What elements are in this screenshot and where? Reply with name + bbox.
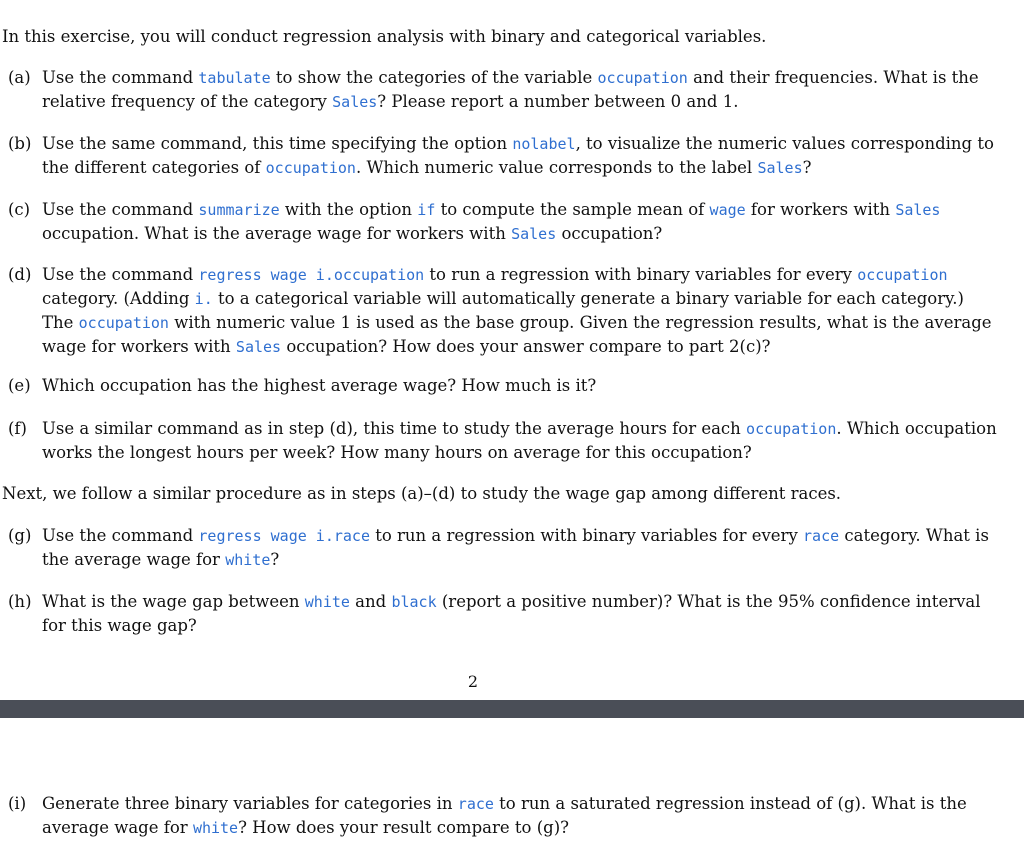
text-run: Use the command	[42, 526, 199, 545]
item-label: (b)	[8, 134, 32, 153]
exercise-item-b	[8, 132, 1000, 180]
exercise-item-c	[8, 198, 1000, 246]
text-run: ? Please report a number between 0 and 1.	[377, 92, 739, 111]
text-run: Use the command	[42, 265, 199, 284]
item-label: (h)	[8, 592, 32, 611]
item-text	[42, 198, 1000, 246]
code-term: race	[803, 527, 840, 545]
text-run: with numeric value 1 is used as the base group. Given the regression results, what is the average wage for workers with	[42, 313, 992, 356]
code-term: tabulate	[198, 69, 271, 87]
text-run: occupation? How does your answer compare to part 2(c)?	[281, 337, 771, 356]
text-run: Use the command	[42, 200, 199, 219]
text-run: occupation. What is the average wage for workers with	[42, 224, 512, 243]
code-term: occupation	[746, 420, 837, 438]
code-term: Sales	[757, 159, 803, 177]
exercise-item-i	[8, 792, 1000, 840]
code-term: Sales	[511, 225, 557, 243]
code-term: occupation	[265, 159, 356, 177]
item-label: (f)	[8, 419, 27, 438]
text-run: Generate three binary variables for categories in	[42, 794, 458, 813]
code-term: if	[417, 201, 436, 219]
exercise-item-f	[8, 417, 1000, 464]
exercise-item-d	[8, 263, 1000, 359]
text-run: category. (Adding	[42, 289, 195, 308]
text-run: (report a positive number)? What is the 95% confidence interval for this wage gap?	[42, 592, 981, 635]
code-term: nolabel	[512, 135, 576, 153]
text-run: to run a saturated regression instead of (g). What is the average wage for	[42, 794, 967, 837]
item-label: (g)	[8, 526, 32, 545]
text-run: Use the command	[42, 68, 199, 87]
page-number: 2	[467, 672, 479, 691]
code-term: regress wage i.occupation	[198, 266, 425, 284]
text-run: Use a similar command as in step (d), this time to study the average hours for each	[42, 419, 747, 438]
item-text	[42, 374, 1000, 397]
text-run: and	[349, 592, 392, 611]
code-term: race	[457, 795, 494, 813]
text-run: ?	[802, 158, 812, 177]
text-run: occupation?	[556, 224, 663, 243]
item-label: (i)	[8, 794, 27, 813]
item-text	[42, 417, 1000, 464]
code-term: regress wage i.race	[198, 527, 370, 545]
item-label: (a)	[8, 68, 31, 87]
text-run: . Which numeric value corresponds to the label	[355, 158, 758, 177]
code-term: occupation	[597, 69, 688, 87]
text-run: , to visualize the numeric values corresponding to the different categories of	[42, 134, 994, 177]
code-term: wage	[709, 201, 746, 219]
item-text	[42, 524, 1000, 572]
code-term: summarize	[198, 201, 280, 219]
code-term: occupation	[78, 314, 169, 332]
code-term: black	[391, 593, 437, 611]
exercise-item-a	[8, 66, 1000, 114]
text-run: . Which occupation works the longest hours per week? How many hours on average for this occupation?	[42, 419, 997, 462]
text-run: to a categorical variable will automatically generate a binary variable for each category.) The	[42, 289, 964, 332]
text-run: for workers with	[745, 200, 896, 219]
item-label: (d)	[8, 265, 32, 284]
text-run: category. What is the average wage for	[42, 526, 989, 569]
exercise-item-e	[8, 374, 1000, 397]
code-term: occupation	[857, 266, 948, 284]
code-term: white	[192, 819, 239, 837]
text-run: to show the categories of the variable	[270, 68, 598, 87]
code-term: Sales	[895, 201, 941, 219]
transition-paragraph: Next, we follow a similar procedure as in steps (a)–(d) to study the wage gap among different races.	[2, 484, 842, 503]
document-page-2	[0, 718, 1024, 866]
text-run: What is the wage gap between	[42, 592, 305, 611]
code-term: white	[225, 551, 271, 569]
item-text	[42, 792, 1000, 840]
text-run: Use the same command, this time specifying the option	[42, 134, 513, 153]
item-text	[42, 263, 1000, 359]
item-label: (c)	[8, 200, 31, 219]
code-term: white	[304, 593, 350, 611]
item-text	[42, 590, 1000, 637]
item-text	[42, 66, 1000, 114]
page-separator	[0, 700, 1024, 718]
code-term: i.	[194, 290, 213, 308]
item-text	[42, 132, 1000, 180]
exercise-item-h	[8, 590, 1000, 637]
text-run: ?	[270, 550, 280, 569]
code-term: Sales	[235, 338, 282, 356]
exercise-item-g	[8, 524, 1000, 572]
intro-paragraph: In this exercise, you will conduct regression analysis with binary and categorical variables.	[2, 27, 767, 46]
text-run: and their frequencies. What is the relative frequency of the category	[42, 68, 979, 111]
item-label: (e)	[8, 376, 31, 395]
text-run: Which occupation has the highest average wage? How much is it?	[42, 376, 597, 395]
text-run: to compute the sample mean of	[435, 200, 710, 219]
text-run: to run a regression with binary variables for every	[369, 526, 804, 545]
text-run: with the option	[279, 200, 418, 219]
text-run: to run a regression with binary variables for every	[424, 265, 858, 284]
text-run: ? How does your result compare to (g)?	[238, 818, 569, 837]
code-term: Sales	[332, 93, 378, 111]
